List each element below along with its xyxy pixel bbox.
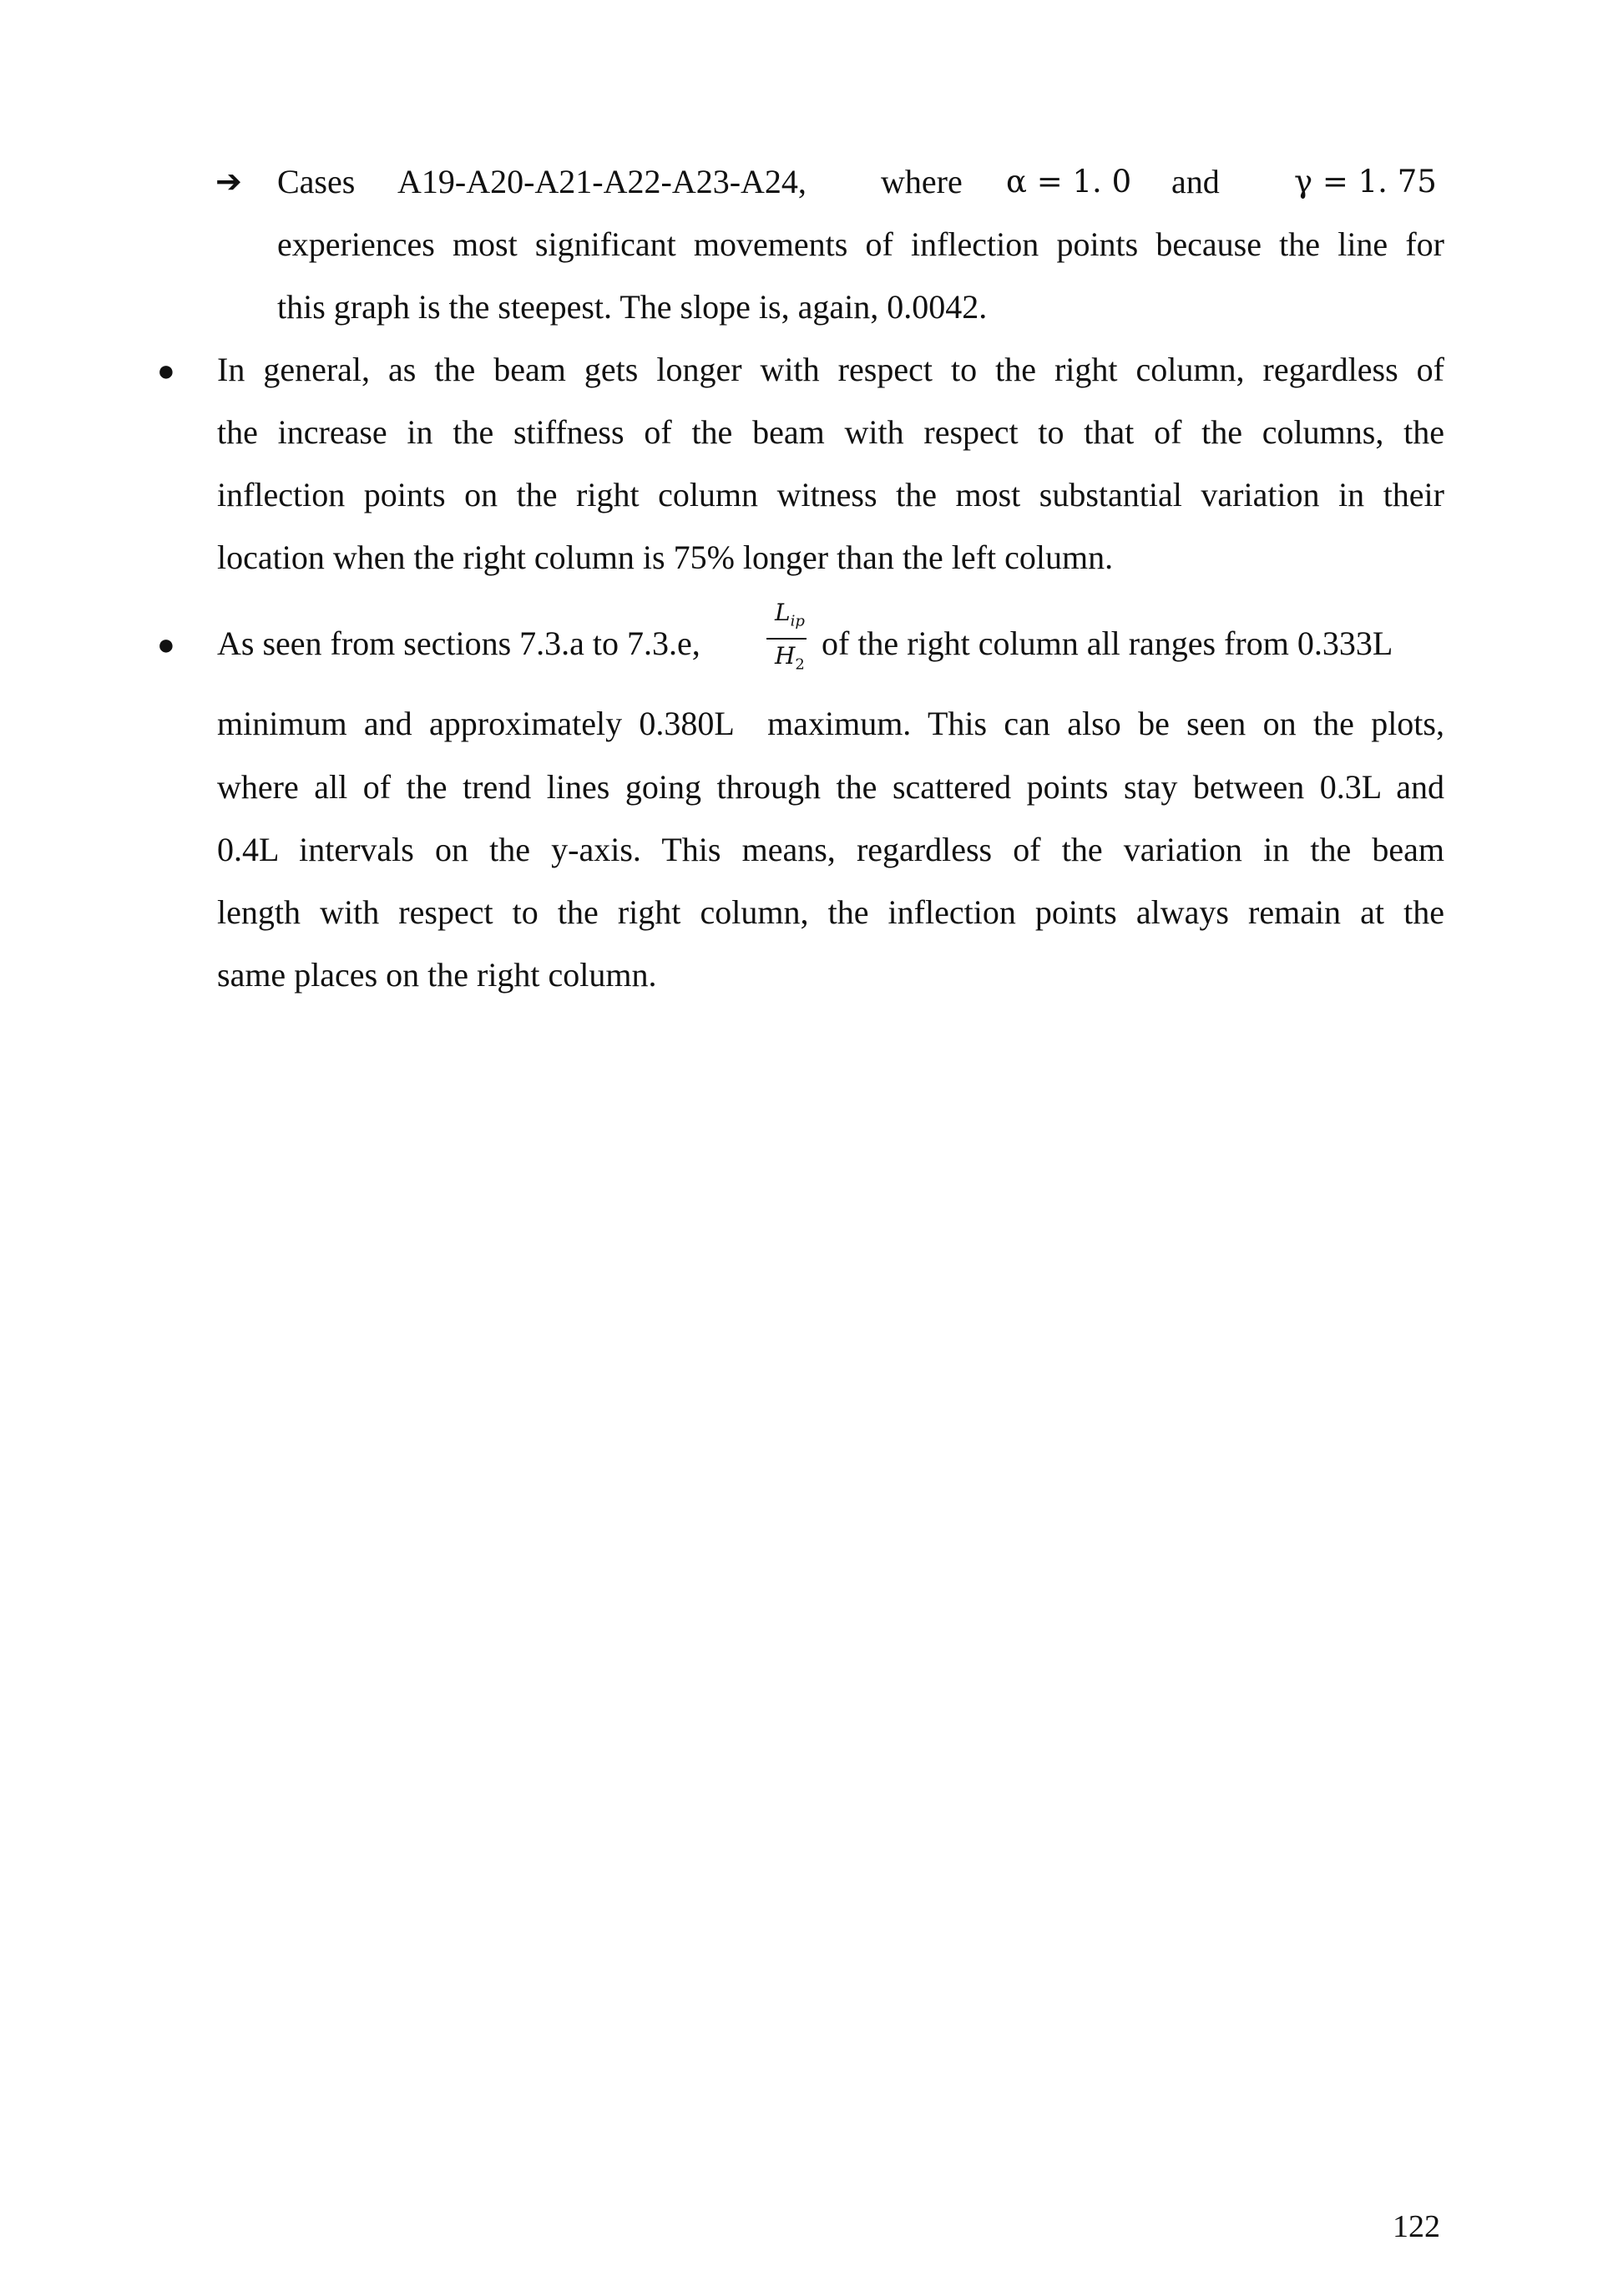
p1-line-3: this graph is the steepest. The slope is, again, 0.0042. [277, 288, 988, 326]
p1-line-2: experiences most significant movements of inflection points because the line for [277, 225, 1444, 263]
p2-line-3: inflection points on the right column witness the most substantial variation in their [217, 476, 1444, 513]
p3-line-5: length with respect to the right column, the inflection points always remain at the [217, 893, 1444, 931]
p2-line-4: location when the right column is 75% longer than the left column. [217, 539, 1114, 576]
p3-line-3: where all of the trend lines going through the scattered points stay between 0.3L and [217, 768, 1444, 806]
p3-line-2: minimum and approximately 0.380L maximum. This can also be seen on the plots, [217, 705, 1444, 742]
bullet-icon: ● [157, 354, 175, 387]
p3-line-1-post: of the right column all ranges from 0.333L [822, 625, 1393, 662]
p1-case-ids: A19-A20-A21-A22-A23-A24, [397, 163, 807, 200]
p2-line-1: In general, as the beam gets longer with respect to the right column, regardless of [217, 351, 1444, 388]
p1-alpha-equation: α = 1. 0 [1006, 164, 1132, 200]
p3-line-1-pre: As seen from sections 7.3.a to 7.3.e, [217, 625, 700, 662]
p3-line-6: same places on the right column. [217, 956, 657, 994]
fraction-bar [766, 638, 807, 640]
page-number: 122 [1393, 2209, 1440, 2244]
p1-and-word: and [1171, 163, 1220, 200]
p2-line-2: the increase in the stiffness of the beam with respect to that of the columns, the [217, 413, 1444, 451]
fraction-denominator-subscript: 2 [795, 655, 805, 674]
p3-line-4: 0.4L intervals on the y-axis. This means, regardless of the variation in the beam [217, 831, 1444, 868]
fraction-numerator: L [775, 599, 791, 626]
bullet-icon: ● [157, 628, 175, 661]
p1-cases-word: Cases [277, 163, 356, 200]
arrow-bullet: ➔ [215, 163, 242, 200]
p1-gamma-equation: γ = 1. 75 [1294, 164, 1437, 200]
fraction-numerator-subscript: ip [790, 612, 805, 630]
fraction-denominator: H [775, 642, 796, 670]
p1-where-word: where [881, 163, 963, 200]
